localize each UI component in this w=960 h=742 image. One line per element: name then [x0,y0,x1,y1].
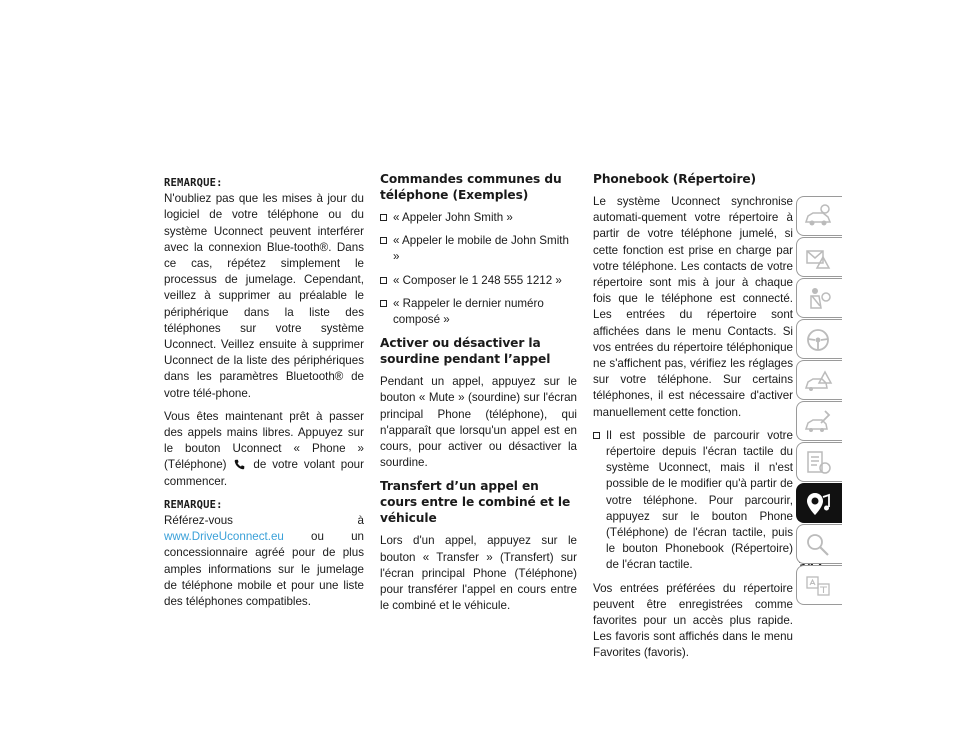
car-service-icon [803,407,833,437]
tab-servicing[interactable] [796,401,842,441]
section-heading: Commandes communes du téléphone (Exemples) [380,172,562,202]
column-left [164,175,364,617]
remark-text: N'oubliez pas que les mises à jour du logiciel de votre téléphone ou du système Uconnect peuvent interférer avec la connexion Blue-tooth®. Dans ce cas, répétez simplement le processus de jumelage. Cependant, veillez à supprimer au préalable le périphérique dans la liste des téléphones sur votre système Uconnect. Veillez ensuite à supprimer Uconnect de la liste des périphériques dans les paramètres Bluetooth® de votre télé-phone. [164,192,364,400]
paragraph: Le système Uconnect synchronise automati-quement votre répertoire à partir de votre téléphone jumelé, si cette fonction est prise en charge par votre téléphone. Les contacts de votre répertoire sont mis à jour à chaque fois que le téléphone est connecté. Les entrées du répertoire sont affichées dans le menu Contacts. Si vos entrées du répertoire téléphonique ne s'affichent pas, vérifiez les réglages sur votre téléphone. Sur certains téléphones, il est nécessaire d'activer manuellement cette fonction. [593,195,793,419]
language-index-icon [803,571,833,601]
remark-text: Référez-vous à www.DriveUconnect.eu ou un concessionnaire agréé pour de plus amples informations sur le jumelage de téléphone mobile et pour une liste des téléphones compatibles. [164,514,364,609]
checkbox-bullet-icon [380,277,387,284]
paragraph: Lors d'un appel, appuyez sur le bouton « Transfer » (Transfert) sur l'écran principal Phone (Téléphone) pour transférer l'appel en cours entre le combiné et le véhicule. [380,534,577,613]
tab-safety[interactable] [796,278,842,318]
car-info-icon [803,202,833,232]
checkbox-bullet-icon [593,432,600,439]
tab-index[interactable] [796,524,842,564]
checkbox-bullet-icon [380,300,387,307]
list-item: « Appeler le mobile de John Smith » [380,233,577,265]
maintenance-checklist-icon [803,448,833,478]
chapter-tabs [796,196,842,606]
list-item: « Composer le 1 248 555 1212 » [380,273,577,289]
column-right [593,171,793,669]
tab-multimedia[interactable] [796,483,842,523]
tab-driving[interactable] [796,319,842,359]
car-warning-icon [803,366,833,396]
phone-icon [234,459,245,470]
list-item: Il est possible de parcourir votre répertoire depuis l'écran tactile du système Uconnect, mais il n'est possible de le modifier qu'à partir de votre téléphone. Pour parcourir, appuyez sur le bouton Phone (Téléphone) de l'écran tactile, puis le bouton Phonebook (Répertoire) de l'écran tactile. [593,428,793,574]
tab-warnings[interactable] [796,237,842,277]
checkbox-bullet-icon [380,237,387,244]
remark-title: REMARQUE: [164,498,223,511]
checkbox-bullet-icon [380,214,387,221]
section-heading: Phonebook (Répertoire) [593,172,756,186]
multimedia-navigation-icon [803,489,833,519]
tab-car-info[interactable] [796,196,842,236]
section-heading: Activer ou désactiver la sourdine pendant l’appel [380,336,551,367]
driveuconnect-link[interactable]: www.DriveUconnect.eu [164,530,284,544]
paragraph: Vos entrées préférées du répertoire peuvent être enregistrées comme favorites pour un accès plus rapide. Les favoris sont affichés dans le menu Favorites (favoris). [593,581,793,660]
intro-paragraph: Vous êtes maintenant prêt à passer des appels mains libres. Appuyez sur le bouton Uconnect « Phone » (Téléphone) de votre volant pour commencer. [164,409,364,488]
search-magnifier-icon [803,530,833,560]
steering-wheel-icon [803,325,833,355]
column-middle [380,171,577,621]
section-heading: Transfert d’un appel en cours entre le combiné et le véhicule [380,479,571,526]
list-item: « Rappeler le dernier numéro composé » [380,296,577,328]
seatbelt-airbag-icon [803,284,833,314]
tab-language[interactable] [796,565,842,605]
envelope-warning-icon [803,243,833,273]
list-item: « Appeler John Smith » [380,210,577,226]
remark-title: REMARQUE: [164,177,223,189]
tab-specifications[interactable] [796,442,842,482]
paragraph: Pendant un appel, appuyez sur le bouton « Mute » (sourdine) sur l'écran principal Phone (téléphone), qui n'apparaît que lorsqu'un appel est en cours, pour activer ou désactiver la sourdine. [380,375,577,470]
tab-emergency[interactable] [796,360,842,400]
